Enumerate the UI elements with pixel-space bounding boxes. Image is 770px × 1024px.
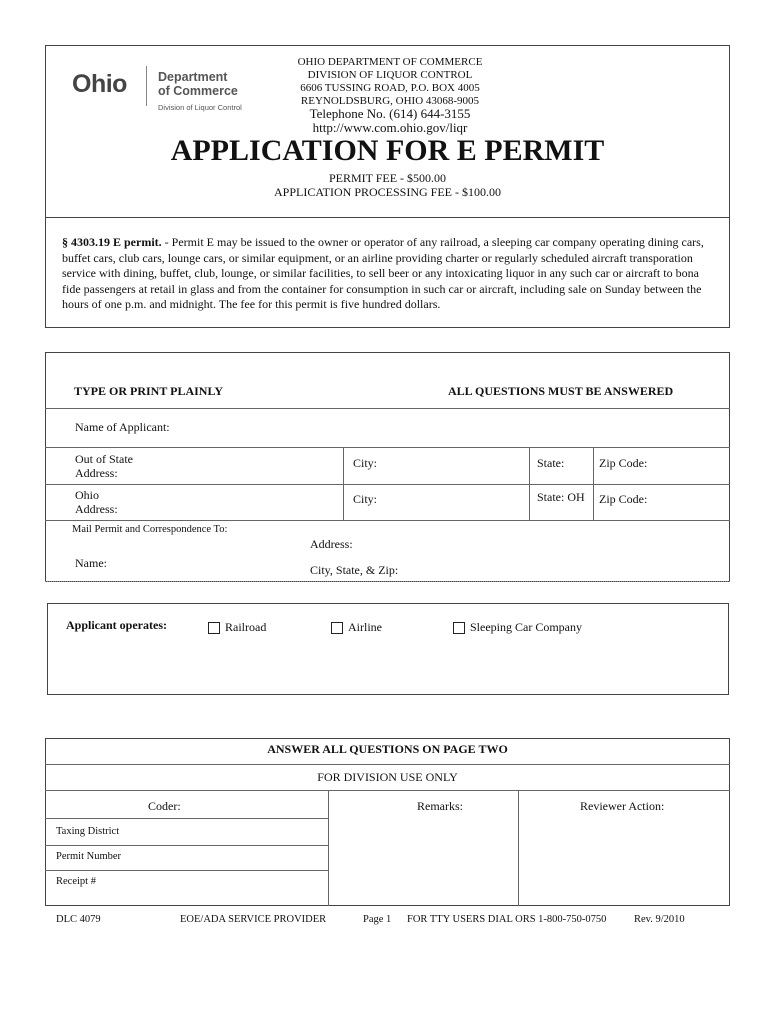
all-questions-answered: ALL QUESTIONS MUST BE ANSWERED bbox=[448, 384, 674, 398]
mail-name-label: Name: bbox=[75, 556, 107, 570]
sleeping-car-label: Sleeping Car Company bbox=[470, 620, 582, 634]
footer-tty: FOR TTY USERS DIAL ORS 1-800-750-0750 bbox=[407, 914, 607, 925]
logo-division: Division of Liquor Control bbox=[158, 103, 242, 112]
out-of-state-label bbox=[75, 452, 133, 480]
footer-form-number: DLC 4079 bbox=[56, 914, 101, 925]
logo-ohio-text: Ohio bbox=[72, 70, 127, 98]
ohio-city-field[interactable] bbox=[383, 486, 526, 519]
out-of-state-address-field[interactable] bbox=[140, 449, 340, 483]
railroad-checkbox[interactable] bbox=[208, 622, 220, 634]
logo-dept-line2: of Commerce bbox=[158, 84, 238, 98]
logo-divider bbox=[146, 66, 147, 106]
reviewer-action-label: Reviewer Action: bbox=[580, 799, 665, 813]
website-url: http://www.com.ohio.gov/liqr bbox=[312, 120, 468, 135]
statute-body: - Permit E may be issued to the owner or operator of any railroad, a sleeping car company operating dining cars, buffet cars, club cars, lounge cars, or similar equipment, or an airline providing charter or regularly scheduled aircraft transporation service with dining, buffet, club, lounge, or similar facilities, to sell beer or any intoxicating liquor in any such car or aircraft to bona fide passengers at retail in glass and from the container for consumption in such car or aircraft, including sale on Sunday between the hours of one p.m. and midnight. The fee for this permit is five hundred dollars. bbox=[62, 235, 704, 312]
railroad-label: Railroad bbox=[225, 620, 267, 634]
statute-text bbox=[62, 235, 710, 313]
mail-city-state-zip-field[interactable] bbox=[405, 556, 725, 576]
taxing-district-label: Taxing District bbox=[56, 826, 120, 837]
operates-box bbox=[47, 603, 729, 695]
permit-fee: PERMIT FEE - $500.00 bbox=[328, 171, 447, 185]
name-of-applicant-label: Name of Applicant: bbox=[75, 420, 170, 434]
address-line2: REYNOLDSBURG, OHIO 43068-9005 bbox=[300, 95, 480, 107]
ohio-zip-field[interactable] bbox=[650, 486, 725, 519]
out-of-state-zip-field[interactable] bbox=[650, 449, 725, 483]
processing-fee: APPLICATION PROCESSING FEE - $100.00 bbox=[273, 185, 502, 199]
receipt-label: Receipt # bbox=[56, 876, 96, 887]
ohio-address-field[interactable] bbox=[140, 486, 340, 519]
coder-label: Coder: bbox=[148, 799, 181, 813]
mail-address-field[interactable] bbox=[360, 532, 725, 552]
applicant-operates-label: Applicant operates: bbox=[66, 618, 167, 632]
mail-to-label: Mail Permit and Correspondence To: bbox=[72, 524, 228, 535]
remarks-label: Remarks: bbox=[417, 799, 463, 813]
footer-revision: Rev. 9/2010 bbox=[634, 914, 685, 925]
out-of-state-state-field[interactable] bbox=[568, 449, 592, 483]
out-of-state-label-line1: Out of State bbox=[75, 452, 133, 466]
mail-name-field[interactable] bbox=[115, 550, 300, 575]
mail-address-label: Address: bbox=[310, 537, 353, 551]
division-name: DIVISION OF LIQUOR CONTROL bbox=[307, 69, 473, 81]
sleeping-car-checkbox[interactable] bbox=[453, 622, 465, 634]
footer-eoe: EOE/ADA SERVICE PROVIDER bbox=[180, 914, 327, 925]
answer-all-questions: ANSWER ALL QUESTIONS ON PAGE TWO bbox=[267, 742, 508, 756]
mail-city-state-zip-label: City, State, & Zip: bbox=[310, 563, 399, 577]
name-of-applicant-field[interactable] bbox=[190, 412, 725, 446]
permit-number-label: Permit Number bbox=[56, 851, 122, 862]
out-of-state-city-field[interactable] bbox=[383, 449, 526, 483]
ohio-state-label: State: OH bbox=[537, 490, 585, 504]
ohio-address-label-line2: Address: bbox=[75, 502, 118, 516]
airline-label: Airline bbox=[348, 620, 382, 634]
ohio-address-label-line1: Ohio bbox=[75, 488, 99, 502]
ohio-city-label: City: bbox=[353, 492, 378, 506]
agency-name: OHIO DEPARTMENT OF COMMERCE bbox=[297, 56, 483, 68]
statute-ref: § 4303.19 E permit. bbox=[62, 235, 162, 249]
airline-checkbox[interactable] bbox=[331, 622, 343, 634]
page-title: APPLICATION FOR E PERMIT bbox=[170, 134, 605, 167]
out-of-state-label-line2: Address: bbox=[75, 466, 118, 480]
address-line1: 6606 TUSSING ROAD, P.O. BOX 4005 bbox=[300, 82, 480, 94]
out-of-state-zip-label: Zip Code: bbox=[599, 456, 648, 470]
for-division-use-only: FOR DIVISION USE ONLY bbox=[317, 770, 458, 784]
out-of-state-state-label: State: bbox=[537, 456, 565, 470]
type-print-plainly: TYPE OR PRINT PLAINLY bbox=[74, 384, 224, 398]
ohio-address-label bbox=[75, 488, 118, 516]
out-of-state-city-label: City: bbox=[353, 456, 378, 470]
logo-dept-line1: Department bbox=[158, 70, 228, 84]
ohio-zip-label: Zip Code: bbox=[599, 492, 648, 506]
footer-page: Page 1 bbox=[363, 914, 392, 925]
telephone: Telephone No. (614) 644-3155 bbox=[309, 106, 471, 121]
